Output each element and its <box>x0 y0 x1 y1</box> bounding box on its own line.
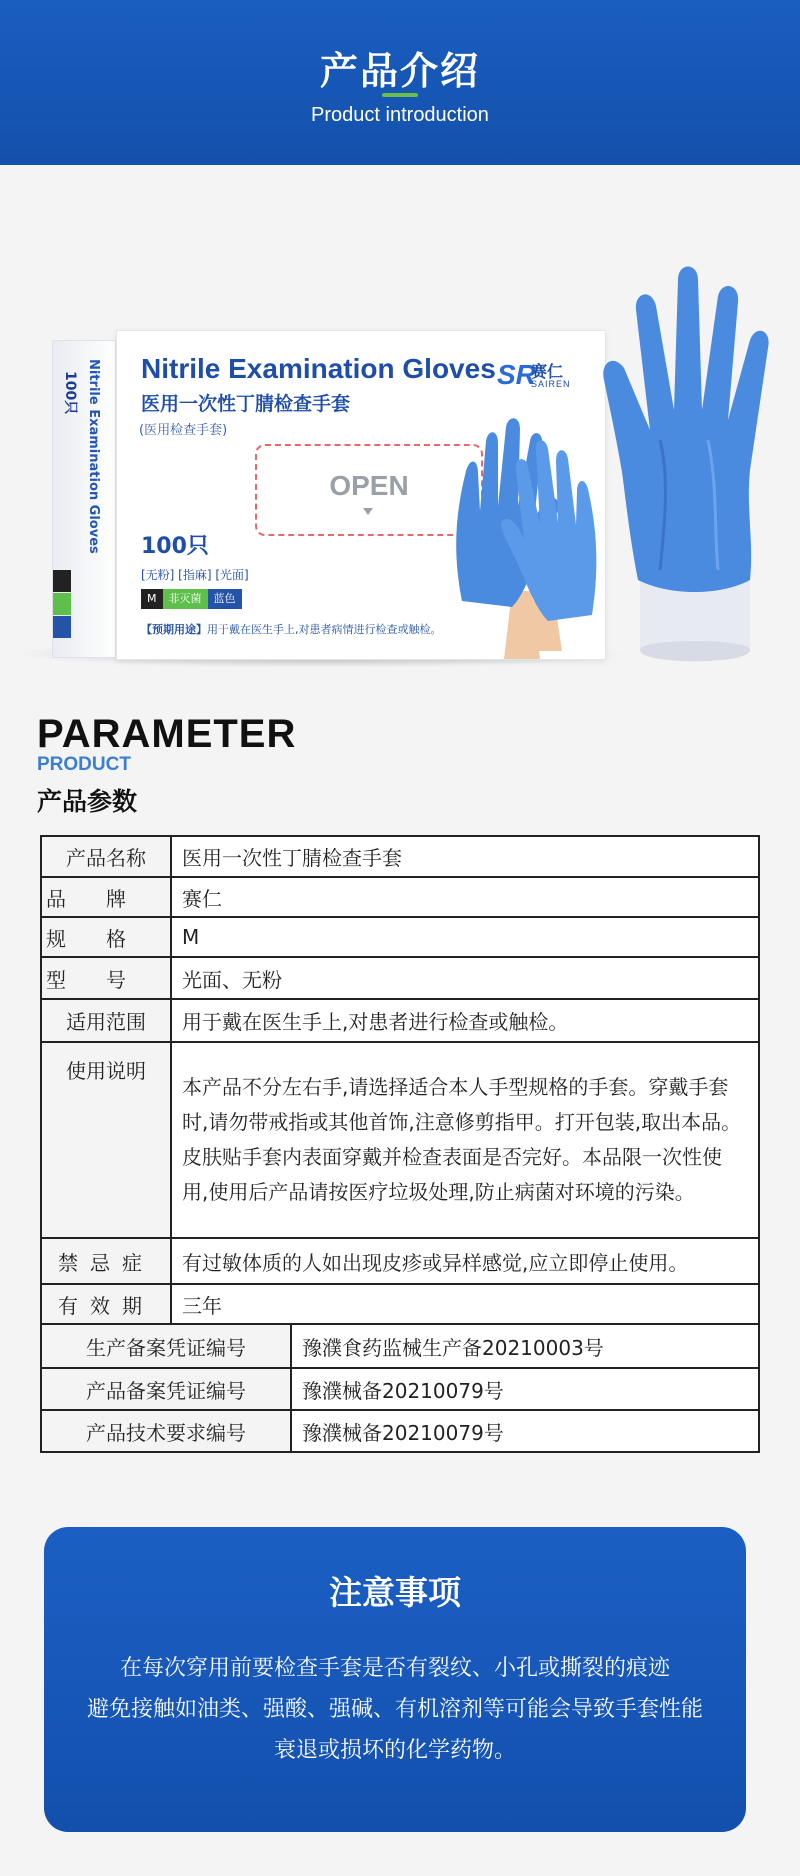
spec-value: 光面、无粉 <box>171 957 759 999</box>
spec-value: 赛仁 <box>171 877 759 917</box>
notice-line: 衰退或损坏的化学药物。 <box>273 1738 516 1763</box>
table-row <box>41 999 759 1042</box>
spec-key: 产品名称 <box>41 836 171 877</box>
logo-en: SAIREN <box>531 379 571 389</box>
table-row <box>41 1324 759 1368</box>
reg-value: 豫濮械备20210079号 <box>291 1368 759 1410</box>
spec-value: 用于戴在医生手上,对患者进行检查或触检。 <box>171 999 759 1042</box>
reg-value: 豫濮食药监械生产备20210003号 <box>291 1324 759 1368</box>
table-row <box>41 957 759 999</box>
chip-sterile: 非灭菌 <box>163 589 208 609</box>
table-row <box>41 917 759 957</box>
box-title-zh: 医用一次性丁腈检查手套 <box>141 393 351 415</box>
notice-line: 避免接触如油类、强酸、强碱、有机溶剂等可能会导致手套性能 <box>86 1697 703 1722</box>
usage-label: 【预期用途】 <box>141 623 207 636</box>
spec-key: 使用说明 <box>41 1042 171 1238</box>
box-count: 100只 <box>141 534 209 559</box>
spec-value: 医用一次性丁腈检查手套 <box>171 836 759 877</box>
box-side-color-tags <box>53 570 75 639</box>
spec-key: 品牌 <box>41 877 171 917</box>
box-front-panel <box>116 330 606 660</box>
usage-text: 用于戴在医生手上,对患者病情进行检查或触检。 <box>207 623 442 636</box>
spec-table <box>40 835 760 1453</box>
spec-value: 本产品不分左右手,请选择适合本人手型规格的手套。穿戴手套时,请勿带戒指或其他首饰,注意修剪指甲。打开包装,取出本品。皮肤贴手套内表面穿戴并检查表面是否完好。本品限一次性使用,使用后产品请按医疗垃圾处理,防止病菌对环境的污染。 <box>171 1042 759 1238</box>
box-hands-illustration <box>442 401 602 659</box>
table-row <box>41 1042 759 1238</box>
spec-value: M <box>171 917 759 957</box>
spec-key: 型号 <box>41 957 171 999</box>
box-usage <box>141 621 442 637</box>
logo-mark: SR <box>497 359 536 390</box>
table-row <box>41 1410 759 1452</box>
spec-key: 有效期 <box>41 1284 171 1324</box>
side-tag-blue <box>53 616 71 638</box>
parameter-subtitle-en: PRODUCT <box>37 754 131 775</box>
notice-title: 注意事项 <box>329 1573 461 1612</box>
table-row <box>41 877 759 917</box>
table-row <box>41 1238 759 1284</box>
logo-cn: 赛仁 <box>531 362 564 381</box>
chip-size: M <box>141 589 163 609</box>
parameter-title-zh: 产品参数 <box>37 787 138 816</box>
spec-value: 三年 <box>171 1284 759 1324</box>
table-row <box>41 1284 759 1324</box>
brand-logo <box>497 359 581 393</box>
box-chips <box>141 587 242 607</box>
spec-key: 禁忌症 <box>41 1238 171 1284</box>
header-title-en: Product introduction <box>311 104 489 126</box>
header-accent-bar <box>382 93 418 97</box>
reg-key: 产品备案凭证编号 <box>41 1368 291 1410</box>
side-tag-black <box>53 570 71 592</box>
glove-illustration <box>600 240 780 670</box>
box-subtitle-zh: (医用检查手套) <box>139 423 228 438</box>
spec-value: 有过敏体质的人如出现皮疹或异样感觉,应立即停止使用。 <box>171 1238 759 1284</box>
open-label: OPEN <box>329 470 409 501</box>
reg-key: 生产备案凭证编号 <box>41 1324 291 1368</box>
header-title-zh: 产品介绍 <box>319 49 480 93</box>
box-side-title: Nitrile Examination Gloves <box>86 359 101 554</box>
product-image <box>0 230 800 670</box>
reg-key: 产品技术要求编号 <box>41 1410 291 1452</box>
table-row <box>41 836 759 877</box>
notice-line: 在每次穿用前要检查手套是否有裂纹、小孔或撕裂的痕迹 <box>119 1656 670 1681</box>
box-side-panel <box>52 340 116 658</box>
box-tags: [无粉] [指麻] [光面] <box>141 568 249 582</box>
parameter-title-en: PARAMETER <box>37 712 297 756</box>
spec-key: 适用范围 <box>41 999 171 1042</box>
box-side-count: 100只 <box>62 371 78 415</box>
reg-value: 豫濮械备20210079号 <box>291 1410 759 1452</box>
table-row <box>41 1368 759 1410</box>
side-tag-green <box>53 593 71 615</box>
chip-color: 蓝色 <box>208 589 242 609</box>
header-banner <box>0 0 800 165</box>
open-arrow-icon <box>363 508 373 515</box>
spec-key: 规格 <box>41 917 171 957</box>
box-title-en: Nitrile Examination Gloves <box>141 353 496 384</box>
notice-panel <box>44 1527 746 1832</box>
